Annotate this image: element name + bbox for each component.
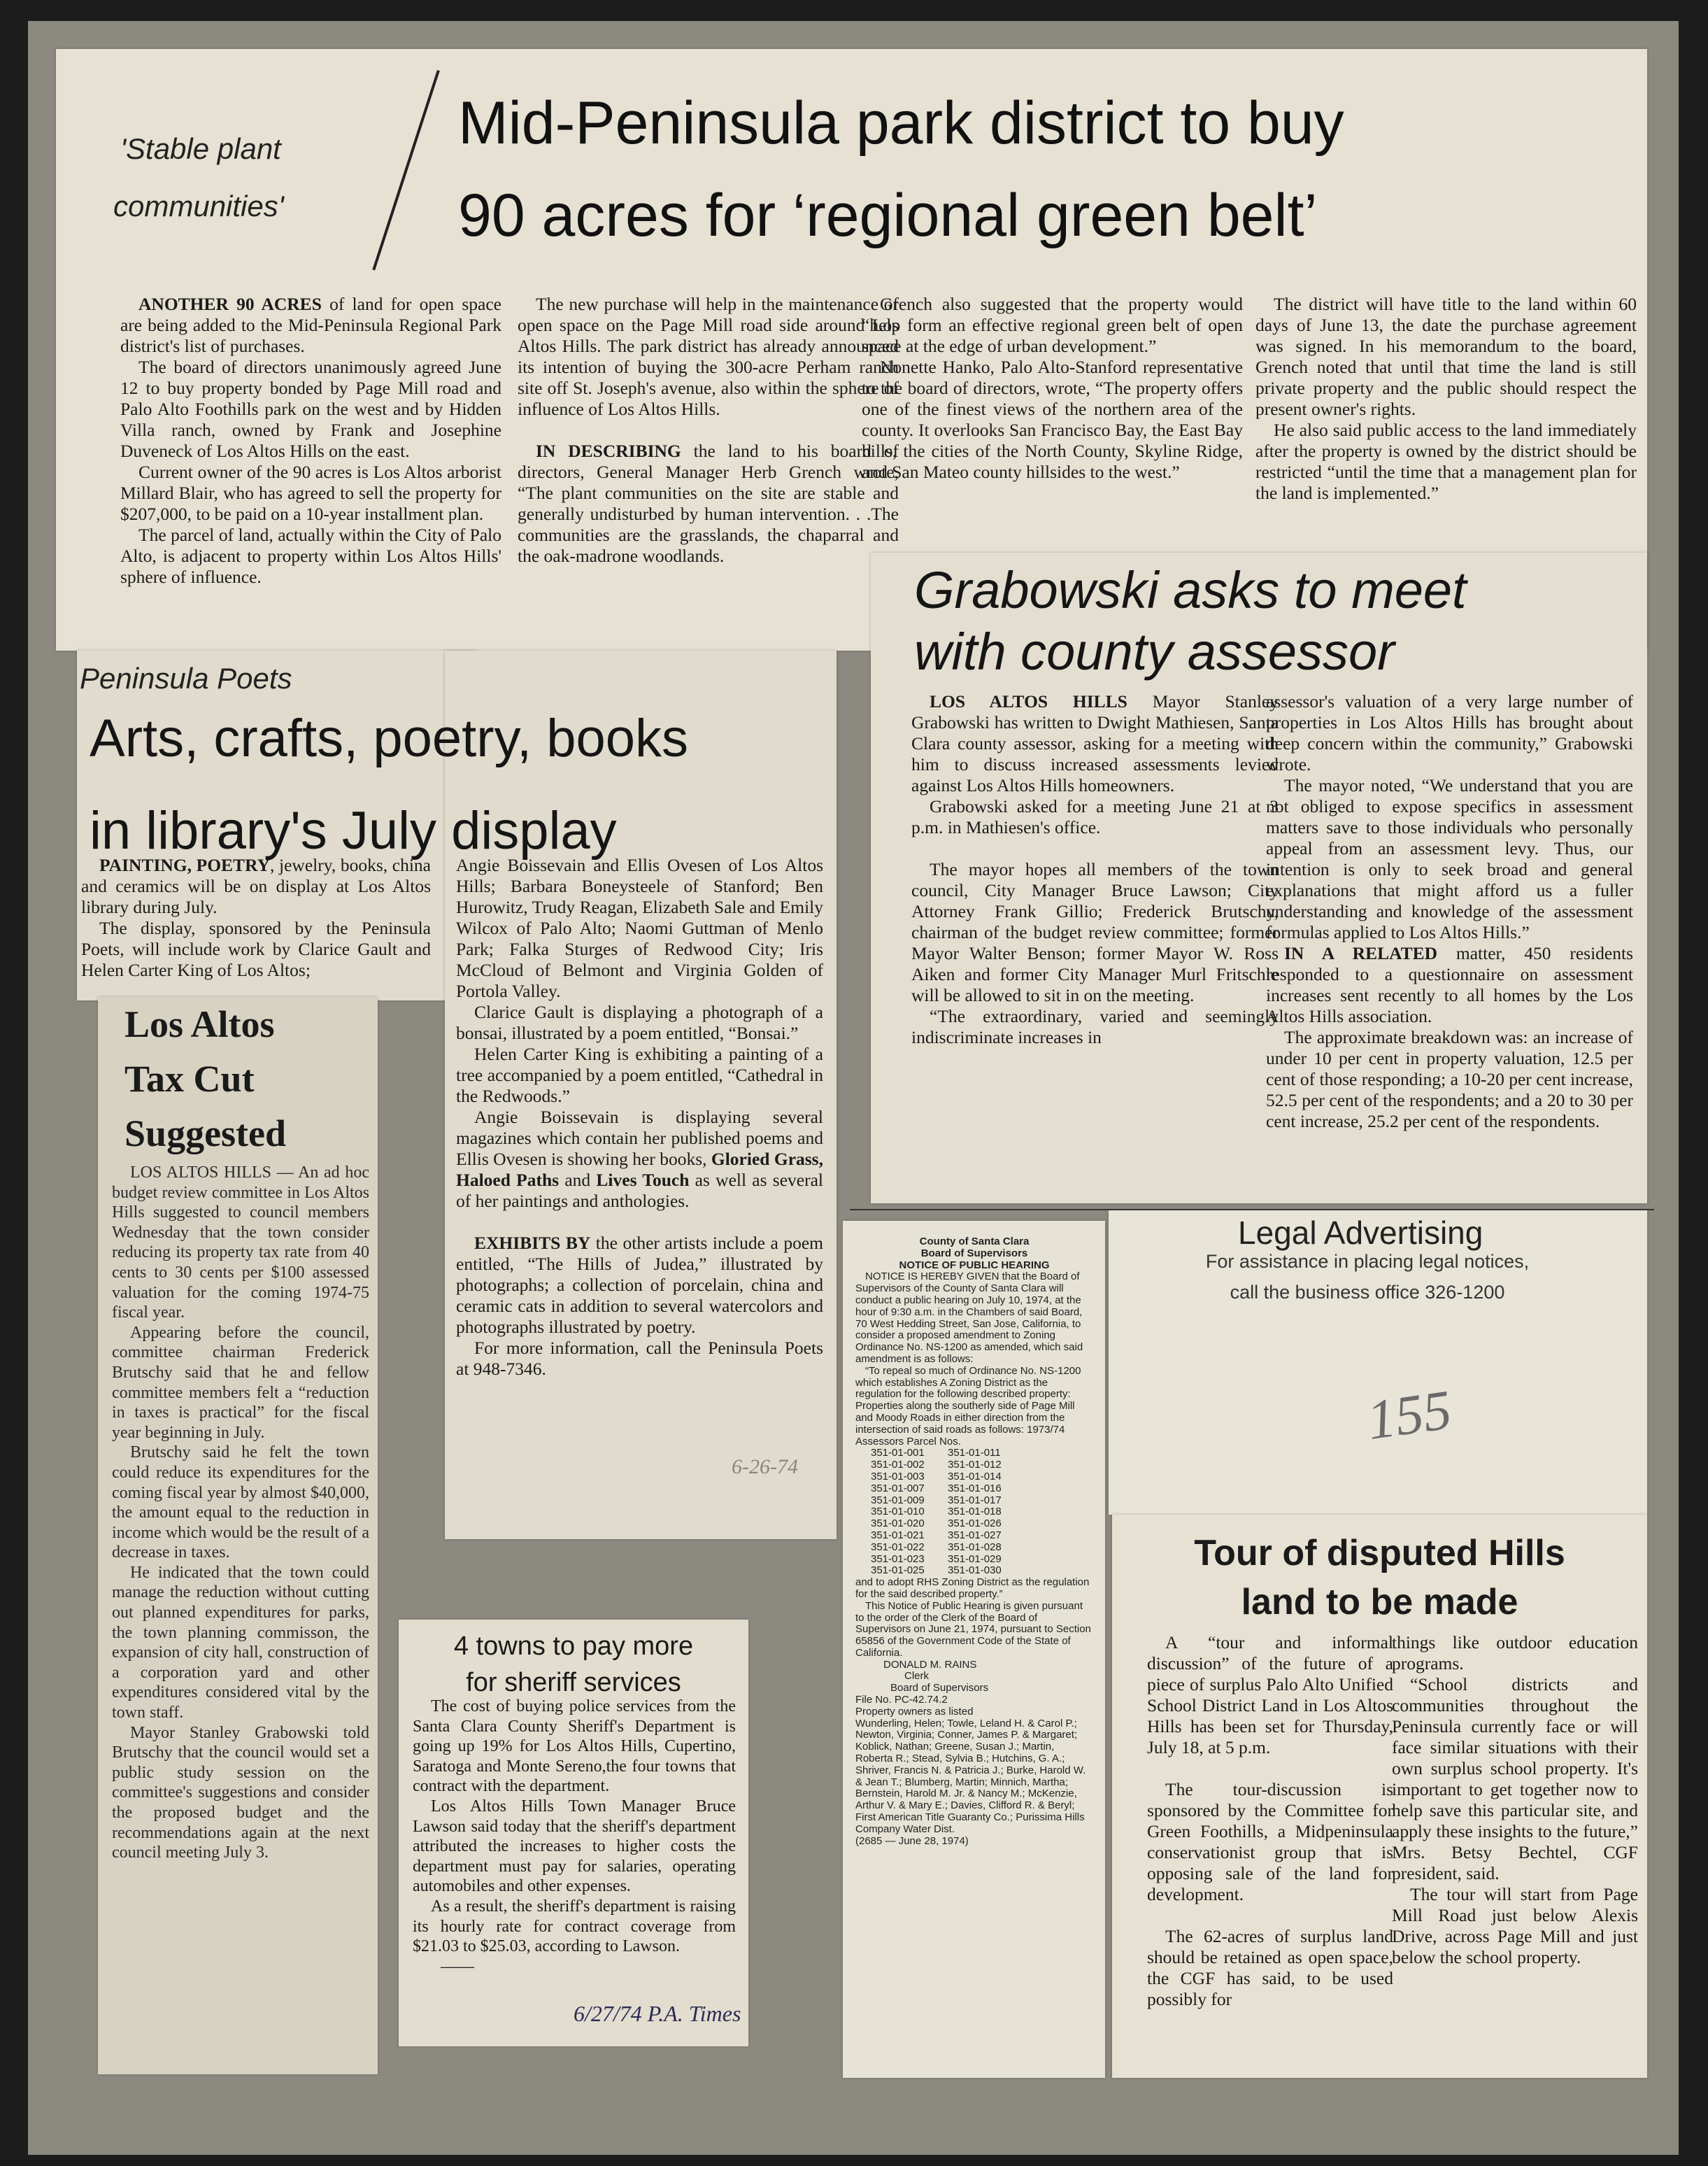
tour-column-2	[1392, 1632, 1638, 1968]
poets-book-title-1: Gloried Grass, Haloed Paths	[456, 1149, 823, 1190]
tour-column-1	[1147, 1632, 1393, 2010]
sheriff-p2: Los Altos Hills Town Manager Bruce Lawson said today that the sheriff's department attributed the increases to higher costs the department must pay for salaries, operating automobiles and other expenses.	[413, 1797, 736, 1896]
parcel-number: 351-01-011	[948, 1447, 1001, 1459]
tour-c2-p2: “School districts and communities throughout the Peninsula currently face or will face similar situations with their own surplus school property. It's important to get together now to help save this particular site, and apply these insights to the future,” Mrs. Betsy Bechtel, CGF president, said.	[1392, 1674, 1638, 1883]
green-belt-column-1	[120, 294, 501, 588]
headline-line-2: 90 acres for ‘regional green belt’	[458, 182, 1318, 249]
sheriff-headline-2: for sheriff services	[466, 1668, 681, 1697]
grabowski-c1-p1: Mayor Stanley Grabowski has written to Dwight Mathiesen, Santa Clara county assessor, asking for a meeting with him to discuss increased assessments levied against Los Altos Hills homeowners.	[911, 691, 1279, 795]
poets-book-title-2: Lives Touch	[596, 1170, 690, 1190]
sheriff-end-dash: ——	[441, 1957, 474, 1976]
tax-p5: Mayor Stanley Grabowski told Brutschy that the council would set a public study session on the committee's suggestions and consider the proposed budget and the recommendations again at the next council meeting July 3.	[112, 1723, 369, 1862]
page-number-mark: 155	[1363, 1379, 1456, 1452]
notice-title: NOTICE OF PUBLIC HEARING	[899, 1259, 1050, 1271]
poets-headline-2: in library's July display	[90, 801, 617, 861]
notice-owners-label: Property owners as listed	[855, 1705, 974, 1718]
tax-p4: He indicated that the town could manage the reduction without cutting out planned expenditures for parks, the town planning commisson, the expansion of city hall, construction of a corporation yard and other expenditures considered vital by the town staff.	[112, 1563, 369, 1722]
grabowski-c1-p4: “The extraordinary, varied and seemingly indiscriminate increases in	[911, 1006, 1279, 1047]
poets-headline	[90, 693, 688, 877]
poets-c2-p1: Angie Boissevain and Ellis Ovesen of Los Altos Hills; Barbara Boneysteele of Stanford; Ben Hurowitz, Trudy Reagan, Elizabeth Sale and Emily Wilcox of Palo Alto; Naomi Guttman of Menlo Park; Falka Sturges of Redwood City; Iris McCloud of Belmont and Virginia Golden of Portola Valley.	[456, 855, 823, 1001]
parcel-number: 351-01-023	[871, 1552, 925, 1565]
tax-body	[112, 1163, 369, 1863]
grabowski-headline	[914, 560, 1467, 683]
green-belt-column-3	[862, 294, 1243, 483]
parcel-number: 351-01-012	[948, 1459, 1002, 1471]
green-belt-c4-p1: The district will have title to the land within 60 days of June 13, the date the purchase agreement was signed. In his memorandum to the board, Grench noted that until that time the land is still private property and the public should respect the present owner's rights.	[1255, 294, 1637, 419]
green-belt-kicker	[113, 120, 284, 235]
green-belt-lead-1: ANOTHER 90 ACRES	[138, 294, 322, 314]
notice-p2: “To repeal so much of Ordinance No. NS-1200 which establishes A Zoning District as the regulation for the following described property: Properties along the southerly side of Page Mill and Moody Roads in either direction from the intersection of said roads as follows: 1973/74 Assessors Parcel Nos.	[855, 1364, 1081, 1447]
parcel-number: 351-01-001	[871, 1447, 925, 1459]
grabowski-c2-p3: matter, 450 residents responded to a questionnaire on assessment increases sent recently to all homes by the Los Altos Hills association.	[1266, 943, 1633, 1026]
tax-headline-1: Los Altos	[124, 1003, 275, 1045]
parcel-number: 351-01-026	[948, 1517, 1002, 1530]
notice-p1: NOTICE IS HEREBY GIVEN that the Board of Supervisors of the County of Santa Clara will conduct a public hearing on July 10, 1974, at the hour of 9:30 a.m. in the Chambers of said Board, 70 West Hedding Street, San Jose, California, to consider a proposed amendment to Zoning Ordinance No. NS-1200 as amended, which said amendment is as follows:	[855, 1270, 1083, 1365]
poets-lead-2: EXHIBITS BY	[474, 1233, 591, 1253]
tour-headline-1: Tour of disputed Hills	[1194, 1533, 1565, 1573]
green-belt-c1-p2: The board of directors unanimously agreed June 12 to buy property bonded by Page Mill road and Palo Alto Foothills park on the west and by Hidden Villa ranch, owned by Frank and Josephine Duveneck of Los Altos Hills on the east.	[120, 357, 501, 461]
parcel-number: 351-01-020	[871, 1517, 925, 1530]
poets-c2-p4a: Angie Boissevain is displaying several magazines which contain her published poems and Ellis Ovesen is showing her books,	[456, 1107, 823, 1169]
poets-headline-1: Arts, crafts, poetry, books	[90, 709, 689, 768]
poets-c2-p4e: as well as several of her paintings and anthologies.	[456, 1170, 823, 1211]
sheriff-headline-1: 4 towns to pay more	[453, 1631, 694, 1661]
parcel-number: 351-01-014	[948, 1470, 1002, 1482]
green-belt-c2-p2: the land to his board of directors, General Manager Herb Grench wrote, “The plant communities on the site are stable and generally undisturbed by human intervention. . .The communities are the grasslands, the chaparral and the oak-madrone woodlands.	[518, 441, 899, 566]
green-belt-headline	[458, 84, 1344, 255]
parcel-number: 351-01-003	[871, 1470, 925, 1482]
parcel-number: 351-01-002	[871, 1459, 925, 1471]
grabowski-lead-2: IN A RELATED	[1284, 943, 1438, 963]
green-belt-column-2	[518, 294, 899, 567]
grabowski-headline-2: with county assessor	[914, 623, 1395, 681]
grabowski-c2-p1: assessor's valuation of a very large number of properties in Los Altos Hills has brought about deep concern within the community,” Grabowski wrote.	[1266, 691, 1633, 774]
poets-c2-p2: Clarice Gault is displaying a photograph of a bonsai, illustrated by a poem entitled, “Bonsai.”	[456, 1002, 823, 1043]
kicker-divider	[372, 70, 440, 271]
sheriff-p1: The cost of buying police services from the Santa Clara County Sheriff's Department is going up 19% for Los Altos Hills, Cupertino, Saratoga and Monte Sereno,the four towns that contract with the department.	[413, 1697, 736, 1796]
notice-signer-2: Clerk	[904, 1670, 930, 1683]
grabowski-c1-p2: Grabowski asked for a meeting June 21 at 3 p.m. in Mathiesen's office.	[911, 796, 1279, 837]
green-belt-c3-p2: Nonette Hanko, Palo Alto-Stanford representative to the board of directors, wrote, “The property offers one of the finest views of the northern area of the county. It overlooks San Francisco Bay, the East Bay hills, the cities of the North County, Skyline Ridge, and San Mateo county hillsides to the west.”	[862, 357, 1243, 482]
grabowski-lead-1: LOS ALTOS HILLS	[930, 691, 1127, 712]
parcel-number-list	[871, 1447, 1093, 1577]
grabowski-headline-1: Grabowski asks to meet	[914, 561, 1467, 619]
tour-headline-2: land to be made	[1241, 1582, 1518, 1622]
grabowski-column-2	[1266, 691, 1633, 1132]
sheriff-headline	[399, 1628, 748, 1701]
tour-headline	[1112, 1529, 1647, 1627]
poets-lead-1: PAINTING, POETRY	[99, 855, 270, 875]
parcel-number: 351-01-027	[948, 1529, 1002, 1541]
parcel-number: 351-01-030	[948, 1564, 1002, 1577]
notice-signer-3: Board of Supervisors	[890, 1682, 989, 1694]
poets-kicker: Peninsula Poets	[80, 662, 292, 695]
parcel-number: 351-01-016	[948, 1482, 1002, 1494]
tour-c1-p1: A “tour and informal discussion” of the future of a piece of surplus Palo Alto Unified School District Land in Los Altos Hills has been set for Thursday, July 18, at 5 p.m.	[1147, 1632, 1393, 1757]
tour-c1-p3: The 62-acres of surplus land should be retained as open space, the CGF has said, to be used possibly for	[1147, 1926, 1393, 2009]
tour-clipping	[1112, 1515, 1647, 2078]
parcel-number: 351-01-025	[871, 1564, 925, 1577]
tour-c1-p2: The tour-discussion is sponsored by the Committee for Green Foothills, a Midpeninsula conservationist group that is opposing sale of the land for development.	[1147, 1779, 1393, 1904]
grabowski-clipping	[871, 553, 1647, 1203]
notice-p3: and to adopt RHS Zoning District as the regulation for the said described property.”	[855, 1576, 1090, 1600]
grabowski-c1-p3: The mayor hopes all members of the town council, City Manager Bruce Lawson; City Attorney Frank Gillio; Frederick Brutschy, chairman of the budget review committee; former Mayor Walter Benson; former Mayor W. Ross Aiken and former City Manager Murl Fritschle will be allowed to sit in on the meeting.	[911, 859, 1279, 1005]
legal-notice-body	[855, 1236, 1093, 1847]
notice-footer: (2685 — June 28, 1974)	[855, 1834, 969, 1847]
parcel-number: 351-01-022	[871, 1541, 925, 1553]
parcel-number: 351-01-007	[871, 1482, 925, 1494]
tax-p3: Brutschy said he felt the town could reduce its expenditures for the coming fiscal year by almost $40,000, the amount equal to the reduction in income which would be the result of a decrease in taxes.	[112, 1443, 369, 1562]
parcel-number: 351-01-029	[948, 1552, 1002, 1565]
poets-c1-p2: The display, sponsored by the Peninsula Poets, will include work by Clarice Gault and Helen Carter King of Los Altos;	[81, 918, 431, 980]
poets-c1-p1: , jewelry, books, china and ceramics will be on display at Los Altos library during July.	[81, 855, 431, 917]
notice-p4: This Notice of Public Hearing is given pursuant to the order of the Clerk of the Board of Supervisors on June 21, 1974, pursuant to Section 65856 of the Government Code of the State of California.	[855, 1599, 1091, 1659]
parcel-number: 351-01-018	[948, 1506, 1002, 1518]
sheriff-clipping	[399, 1620, 748, 2046]
poets-column-2	[456, 855, 823, 1380]
notice-file-no: File No. PC-42.74.2	[855, 1694, 948, 1706]
green-belt-c1-p3: Current owner of the 90 acres is Los Altos arborist Millard Blair, who has agreed to sell the property for $207,000, to be paid on a 10-year installment plan.	[120, 462, 501, 524]
kicker-line-1: 'Stable plant	[120, 132, 281, 165]
poets-c2-p3: Helen Carter King is exhibiting a painting of a tree accompanied by a poem entitled, “Cathedral in the Redwoods.”	[456, 1044, 823, 1106]
green-belt-c1-p1: of land for open space are being added to the Mid-Peninsula Regional Park district's list of purchases.	[120, 294, 502, 356]
tax-p1: LOS ALTOS HILLS — An ad hoc budget review committee in Los Altos Hills suggested to council members Wednesday that the town consider reducing its property tax rate from 40 cents to 30 cents per $100 assessed valuation for the coming 1974-75 fiscal year.	[112, 1163, 369, 1322]
grabowski-c2-p2: The mayor noted, “We understand that you are not obliged to expose specifics in assessment matters save to those individuals who personally appeal from an assessment levy. Thus, our intention is only to seek broad and general explanations that might afford us a fuller understanding and knowledge of the assessment formulas applied to Los Altos Hills.”	[1266, 775, 1633, 942]
sheriff-p3: As a result, the sheriff's department is raising its hourly rate for contract coverage from $21.03 to $25.03, according to Lawson.	[413, 1897, 736, 1956]
poets-c2-p4c: and	[559, 1170, 597, 1190]
legal-ad-line-2: call the business office 326-1200	[1230, 1282, 1505, 1303]
poets-c2-p6: For more information, call the Peninsula Poets at 948-7346.	[456, 1338, 823, 1379]
tour-c2-p1: things like outdoor education programs.	[1392, 1632, 1638, 1673]
sheriff-body	[413, 1697, 736, 1976]
green-belt-c2-p1: The new purchase will help in the maintenance of open space on the Page Mill road side around Los Altos Hills. The park district has already announced its intention of buying the 300-acre Perham ranch site off St. Joseph's avenue, also within the sphere of influence of Los Altos Hills.	[518, 294, 899, 419]
parcel-number: 351-01-009	[871, 1494, 925, 1506]
parcel-number: 351-01-028	[948, 1541, 1002, 1553]
notice-owners: Wunderling, Helen; Towle, Leland H. & Carol P.; Newton, Virginia; Conner, James P. & Margaret; Koblick, Nathan; Greene, Susan J.; Martin, Roberta R.; Stead, Sylvia B.; Hutchins, G. A.; Shriver, Francis N. & Patricia J.; Burke, Harold W. & Jean T.; Blumberg, Martin; Minnich, Martha; Bernstein, Harold M. Jr. & Nancy M.; McKenzie, Arthur V. & Mary E.; Davies, Clifford R. & Beryl; First American Title Guaranty Co.; Purissima Hills Company Water Dist.	[855, 1717, 1086, 1835]
legal-ad-title: Legal Advertising	[1238, 1215, 1483, 1251]
green-belt-column-4	[1255, 294, 1637, 504]
green-belt-lead-2: IN DESCRIBING	[536, 441, 681, 461]
parcel-number: 351-01-017	[948, 1494, 1002, 1506]
notice-signer-1: DONALD M. RAINS	[883, 1658, 977, 1671]
legal-ad-line-1: For assistance in placing legal notices,	[1205, 1251, 1530, 1272]
headline-line-1: Mid-Peninsula park district to buy	[458, 90, 1344, 157]
tour-c2-p3: The tour will start from Page Mill Road just below Alexis Drive, across Page Mill and just below the school property.	[1392, 1884, 1638, 1967]
green-belt-c4-p2: He also said public access to the land immediately after the property is owned by the district should be restricted “until the time that a management plan for the land is implemented.”	[1255, 420, 1637, 503]
green-belt-c1-p4: The parcel of land, actually within the City of Palo Alto, is adjacent to property within Los Altos Hills' sphere of influence.	[120, 525, 501, 587]
tax-cut-clipping	[98, 997, 378, 2074]
notice-org-1: County of Santa Clara	[919, 1236, 1030, 1247]
legal-notice-clipping	[843, 1221, 1105, 2078]
tax-headline-3: Suggested	[124, 1112, 287, 1154]
sheriff-handwritten-source: 6/27/74 P.A. Times	[574, 2001, 741, 2026]
grabowski-c2-p4: The approximate breakdown was: an increase of under 10 per cent in property valuation, 12.5 per cent of those responding; a 10-20 per cent increase, 52.5 per cent of the respondents; and a 20 to 30 per cent increase, 25.2 per cent of the respondents.	[1266, 1027, 1633, 1131]
poets-handwritten-date: 6-26-74	[732, 1455, 798, 1478]
parcel-number: 351-01-010	[871, 1506, 925, 1518]
legal-advertising-clipping	[1109, 1210, 1647, 1515]
kicker-line-2: communities'	[113, 190, 284, 222]
poets-c2-p5: the other artists include a poem entitled, “The Hills of Judea,” illustrated by photographs; a collection of porcelain, china and ceramic cats in addition to several watercolors and photographs illustrated by poetry.	[456, 1233, 823, 1337]
green-belt-c3-p1: Grench also suggested that the property would “help form an effective regional green belt of open space at the edge of urban development.”	[862, 294, 1243, 356]
parcel-number: 351-01-021	[871, 1529, 925, 1541]
tax-p2: Appearing before the council, committee chairman Frederick Brutschy said that he and fellow committee members felt a “reduction in taxes is practical” for the fiscal year beginning in July.	[112, 1323, 369, 1442]
legal-ad-rule	[850, 1209, 1654, 1210]
grabowski-column-1	[911, 691, 1279, 1048]
tax-headline	[124, 997, 286, 1161]
notice-org-2: Board of Supervisors	[920, 1247, 1028, 1259]
tax-headline-2: Tax Cut	[124, 1058, 255, 1100]
